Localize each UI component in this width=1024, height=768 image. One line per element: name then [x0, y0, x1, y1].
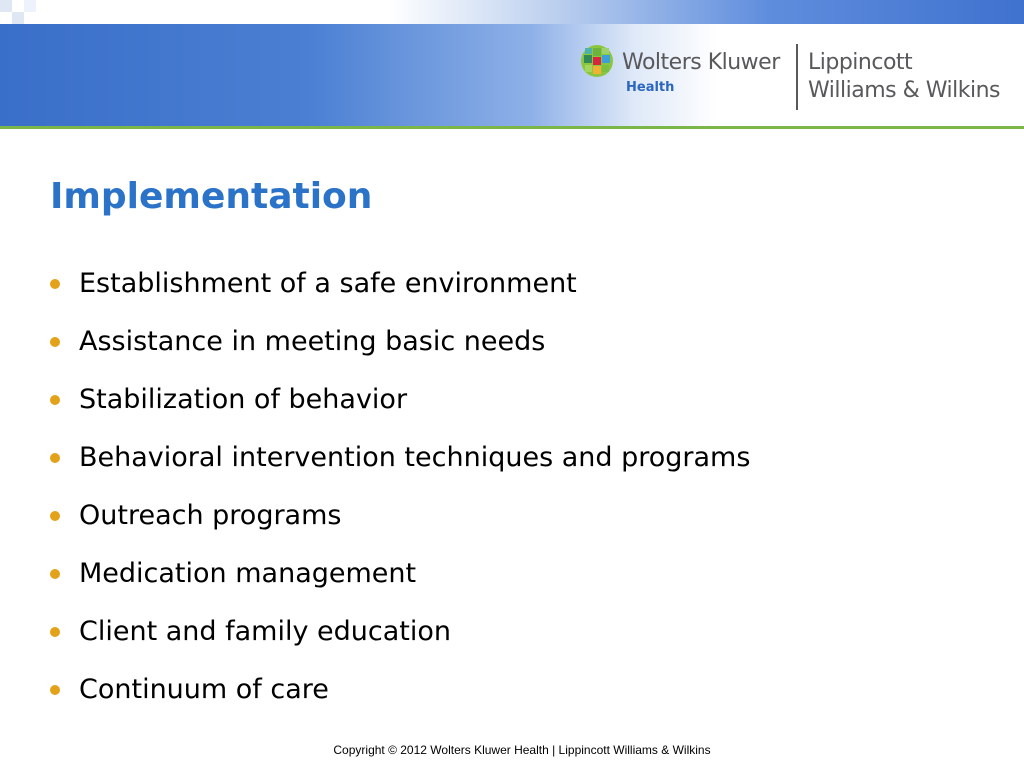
bullet-text: Client and family education — [79, 616, 452, 647]
bullet-text: Medication management — [79, 558, 417, 589]
bullet-item — [50, 496, 750, 554]
slide-title: Implementation — [50, 176, 373, 217]
bullet-item — [50, 554, 750, 612]
bullet-text: Stabilization of behavior — [79, 384, 408, 415]
logo-divider — [796, 44, 798, 110]
partner-name-line2: Williams & Wilkins — [808, 78, 1000, 103]
bullet-dot-icon — [50, 569, 60, 579]
brand-subtitle: Health — [626, 80, 675, 95]
partner-name-line1: Lippincott — [808, 50, 913, 75]
bullet-item — [50, 322, 750, 380]
brand-name: Wolters Kluwer — [622, 50, 780, 75]
publisher-logo — [580, 42, 1020, 112]
bullet-text: Outreach programs — [79, 500, 342, 531]
bullet-text: Behavioral intervention techniques and programs — [79, 442, 751, 473]
bullet-text: Assistance in meeting basic needs — [79, 326, 546, 357]
bullet-dot-icon — [50, 511, 60, 521]
bullet-item — [50, 264, 750, 322]
bullet-dot-icon — [50, 279, 60, 289]
bullet-list — [50, 264, 750, 728]
header-band — [0, 0, 1024, 128]
checker-decoration — [0, 0, 48, 24]
bullet-dot-icon — [50, 337, 60, 347]
copyright-footer: Copyright © 2012 Wolters Kluwer Health | Lippincott Williams & Wilkins — [333, 743, 711, 757]
bullet-dot-icon — [50, 685, 60, 695]
bullet-item — [50, 670, 750, 728]
bullet-dot-icon — [50, 627, 60, 637]
bullet-item — [50, 612, 750, 670]
wolters-kluwer-globe-logo-icon — [580, 44, 614, 78]
header-top-bar — [0, 0, 1024, 24]
bullet-item — [50, 380, 750, 438]
bullet-text: Continuum of care — [79, 674, 329, 705]
bullet-dot-icon — [50, 395, 60, 405]
bullet-text: Establishment of a safe environment — [79, 268, 577, 299]
header-divider-rule — [0, 126, 1024, 129]
bullet-dot-icon — [50, 453, 60, 463]
bullet-item — [50, 438, 750, 496]
